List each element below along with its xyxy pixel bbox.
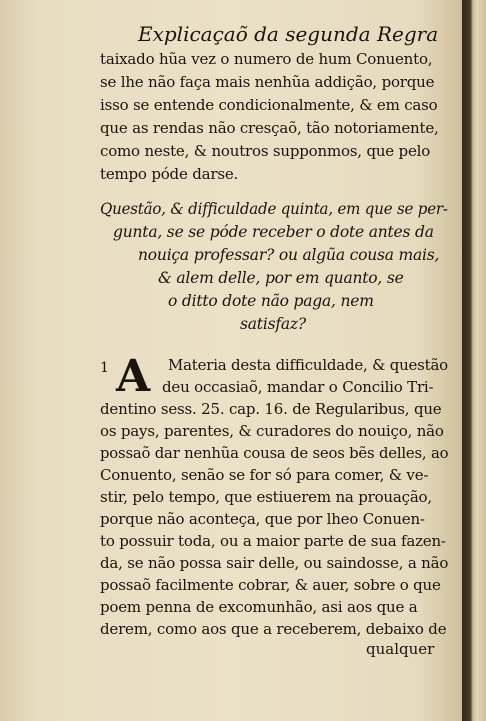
question-line: gunta, se se póde receber o dote antes da (113, 223, 434, 241)
question-line: nouiça professar? ou algũa cousa mais, (138, 246, 440, 264)
text-line: se lhe não faça mais nenhũa addição, porque (100, 73, 435, 91)
question-line: satisfaz? (240, 315, 306, 333)
question-line: Questão, & difficuldade quinta, em que se per- (100, 200, 448, 218)
text-line: taixado hũa vez o numero de hum Conuento, (100, 50, 433, 68)
text-line: porque não aconteça, que por lheo Conuen- (100, 510, 425, 528)
book-fore-edge (462, 0, 486, 721)
text-line: tempo póde darse. (100, 165, 239, 183)
text-line: derem, como aos que a receberem, debaixo de (100, 620, 447, 638)
question-line: o ditto dote não paga, nem (168, 292, 374, 310)
text-line: os pays, parentes, & curadores do nouiço, não (100, 422, 444, 440)
text-line: como neste, & noutros supponmos, que pelo (100, 142, 431, 160)
text-line: que as rendas não cresçaõ, tão notoriamente, (100, 119, 439, 137)
drop-cap: A (116, 351, 151, 402)
text-line: Materia desta difficuldade, & questão (168, 356, 448, 374)
text-line: dentino sess. 25. cap. 16. de Regularibus, que (100, 400, 442, 418)
text-line: poem penna de excomunhão, asi aos que a (100, 598, 418, 616)
section-number: 1 (100, 360, 109, 376)
question-line: & alem delle, por em quanto, se (158, 269, 404, 287)
running-head: Explicaçaõ da segunda Regra (138, 22, 439, 46)
catchword: qualquer (366, 640, 435, 658)
text-line: deu occasiaõ, mandar o Concilio Tri- (162, 378, 434, 396)
text-line: isso se entende condicionalmente, & em caso (100, 96, 438, 114)
text-line: possaõ dar nenhũa cousa de seos bẽs delles, ao (100, 444, 449, 462)
text-line: to possuir toda, ou a maior parte de sua fazen- (100, 532, 446, 550)
text-line: da, se não possa sair delle, ou saindosse, a não (100, 554, 449, 572)
text-line: Conuento, senão se for só para comer, & ve- (100, 466, 429, 484)
text-line: possaõ facilmente cobrar, & auer, sobre o que (100, 576, 441, 594)
text-line: stir, pelo tempo, que estiuerem na prouação, (100, 488, 432, 506)
